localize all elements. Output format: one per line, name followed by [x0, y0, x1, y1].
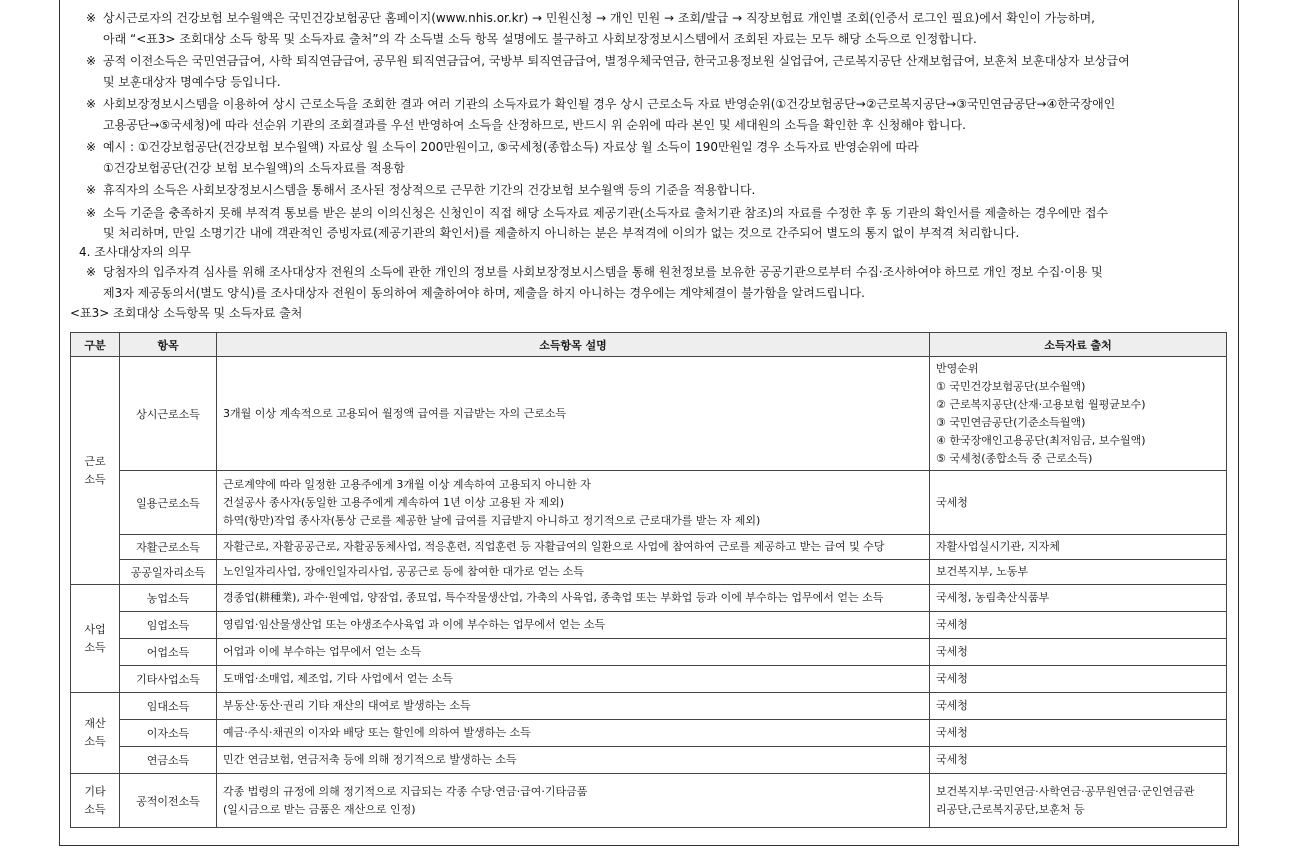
item-cell: 어업소득 [120, 639, 217, 666]
note-consent [86, 262, 1236, 303]
table-caption: <표3> 조회대상 소득항목 및 소득자료 출처 [70, 306, 303, 320]
description-cell [217, 774, 930, 828]
description-line: 근로계약에 따라 일정한 고용주에게 3개월 이상 계속하여 고용되지 아니한 자 [223, 477, 591, 491]
description-cell [217, 639, 930, 666]
source-line: ③ 국민연금공단(기준소득월액) [936, 415, 1086, 429]
source-cell [930, 639, 1227, 666]
notes-top [86, 8, 1236, 246]
description-cell [217, 747, 930, 774]
source-cell [930, 612, 1227, 639]
item-cell: 공공일자리소득 [120, 560, 217, 585]
note-line: 사회보장정보시스템을 이용하여 상시 근로소득을 조회한 결과 여러 기관의 소득자료가 확인될 경우 상시 근로소득 자료 반영순위(①건강보험공단→②근로복지공단→③국민연금공단→④한국장애인 [103, 97, 1116, 111]
table-header-row [71, 333, 1227, 357]
description-line: 영림업·임산물생산업 또는 야생조수사육업 과 이에 부수하는 업무에서 얻는 소득 [223, 618, 606, 631]
category-line: 소득 [84, 640, 106, 654]
source-line: 반영순위 [936, 361, 979, 375]
description-cell [217, 693, 930, 720]
category-line: 사업 [84, 622, 106, 636]
description-cell [217, 357, 930, 471]
description-cell [217, 720, 930, 747]
item-cell: 기타사업소득 [120, 666, 217, 693]
note-line: 아래 “<표3> 조회대상 소득 항목 및 소득자료 출처”의 각 소득별 소득 항목 설명에도 불구하고 사회보장정보시스템에서 조회된 자료는 모두 해당 소득으로 인정합니다. [103, 31, 977, 46]
item-cell: 연금소득 [120, 747, 217, 774]
table-row [71, 612, 1227, 639]
source-cell [930, 774, 1227, 828]
description-line: 각종 법령의 규정에 의해 정기적으로 지급되는 각종 수당·연금·급여·기타금품 [223, 784, 588, 798]
source-line: ④ 한국장애인고용공단(최저임금, 보수월액) [936, 433, 1146, 447]
description-line: 경종업(耕種業), 과수·원예업, 양잠업, 종묘업, 특수작물생산업, 가축의 사육업, 종축업 또는 부화업 등과 이에 부수하는 업무에서 얻는 소득 [223, 591, 884, 604]
source-line: 리공단,근로복지공단,보훈처 등 [936, 802, 1085, 816]
description-line: 3개월 이상 계속적으로 고용되어 월정액 급여를 지급받는 자의 근로소득 [223, 406, 567, 420]
description-cell [217, 560, 930, 585]
source-cell [930, 666, 1227, 693]
income-table [70, 332, 1227, 828]
note-public-transfer [86, 51, 1236, 92]
category-cell [71, 693, 120, 774]
table-row [71, 560, 1227, 585]
note-line: 공적 이전소득은 국민연금급여, 사학 퇴직연금급여, 공무원 퇴직연금급여, 국방부 퇴직연금급여, 별정우체국연금, 한국고용정보원 실업급여, 근로복지공단 산재보험급여, 보훈처 보훈대상자 보상급여 [103, 54, 1130, 68]
description-line: 도매업·소매업, 제조업, 기타 사업에서 얻는 소득 [223, 672, 453, 685]
note-objection [86, 203, 1236, 244]
item-cell: 상시근로소득 [120, 357, 217, 471]
header-item: 항목 [120, 333, 217, 357]
note-insurance-salary [86, 8, 1236, 49]
source-line: ① 국민건강보험공단(보수월액) [936, 379, 1086, 393]
source-cell [930, 693, 1227, 720]
description-line: 건설공사 종사자(동일한 고용주에게 계속하여 1년 이상 고용된 자 제외) [223, 495, 565, 509]
note-line: 당첨자의 입주자격 심사를 위해 조사대상자 전원의 소득에 관한 개인의 정보를 사회보장정보시스템을 통해 원천정보를 보유한 공공기관으로부터 수집·조사하여야 하므로 개인 정보 수집·이용 및 [103, 265, 1103, 279]
category-line: 소득 [84, 802, 106, 816]
header-category: 구분 [71, 333, 120, 357]
description-cell [217, 471, 930, 535]
section-title: 4. 조사대상자의 의무 [79, 245, 191, 259]
note-line: 제3자 제공동의서(별도 양식)를 조사대상자 전원이 동의하여 제출하여야 하며, 제출을 하지 아니하는 경우에는 계약체결이 불가함을 알려드립니다. [103, 285, 865, 300]
source-line: ⑤ 국세청(종합소득 중 근로소득) [936, 451, 1093, 465]
note-example [86, 137, 1236, 178]
note-line: 예시 : ①건강보험공단(건강보험 보수월액) 자료상 월 소득이 200만원이고, ⑤국세청(종합소득) 자료상 월 소득이 190만원일 경우 소득자료 반영순위에 따라 [103, 140, 919, 154]
category-line: 기타 [84, 784, 106, 798]
source-line: 국세청 [936, 495, 968, 509]
description-cell [217, 585, 930, 612]
note-mark: ※ [86, 205, 97, 220]
source-line: 국세청 [936, 726, 968, 739]
table-row [71, 639, 1227, 666]
source-line: 보건복지부·국민연금·사학연금·공무원연금·군인연금관 [936, 784, 1195, 798]
source-line: 보건복지부, 노동부 [936, 565, 1029, 578]
item-cell: 임대소득 [120, 693, 217, 720]
note-leave [86, 180, 1236, 201]
table-row [71, 357, 1227, 471]
note-line: ①건강보험공단(건강 보험 보수월액)의 소득자료를 적용함 [103, 160, 405, 175]
source-line: 국세청 [936, 753, 968, 766]
category-cell [71, 357, 120, 585]
item-cell: 임업소득 [120, 612, 217, 639]
table-row [71, 747, 1227, 774]
description-cell [217, 612, 930, 639]
note-line: 휴직자의 소득은 사회보장정보시스템을 통해서 조사된 정상적으로 근무한 기간의 건강보험 보수월액 등의 기준을 적용합니다. [103, 183, 756, 197]
note-line: 상시근로자의 건강보험 보수월액은 국민건강보험공단 홈페이지(www.nhis.or.kr) → 민원신청 → 개인 민원 → 조회/발급 → 직장보험료 개인별 조회(인증서 로그인 필요)에서 확인이 가능하며, [103, 11, 1095, 25]
note-mark: ※ [86, 140, 97, 154]
table-row [71, 666, 1227, 693]
source-cell [930, 471, 1227, 535]
note-line: 및 보훈대상자 명예수당 등입니다. [103, 74, 281, 89]
source-line: ② 근로복지공단(산재·고용보험 월평균보수) [936, 397, 1146, 411]
table-row [71, 693, 1227, 720]
description-line: (일시금으로 받는 금품은 재산으로 인정) [223, 802, 416, 816]
item-cell: 일용근로소득 [120, 471, 217, 535]
source-line: 국세청 [936, 672, 968, 685]
description-cell [217, 666, 930, 693]
category-line: 재산 [84, 717, 106, 730]
table-row [71, 720, 1227, 747]
item-cell: 이자소득 [120, 720, 217, 747]
table-row [71, 774, 1227, 828]
note-line: 고용공단→⑤국세청)에 따라 선순위 기관의 조회결과를 우선 반영하여 소득을 산정하므로, 반드시 위 순위에 따라 본인 및 세대원의 소득을 확인한 후 신청해야 합니다. [103, 117, 966, 132]
notes-section4 [86, 262, 1236, 305]
source-cell [930, 585, 1227, 612]
source-line: 국세청, 농림축산식품부 [936, 591, 1050, 604]
header-description: 소득항목 설명 [217, 333, 930, 357]
note-mark: ※ [86, 11, 97, 25]
source-line: 국세청 [936, 618, 968, 631]
table-row [71, 585, 1227, 612]
category-cell [71, 585, 120, 693]
source-line: 국세청 [936, 699, 968, 712]
note-priority-order [86, 94, 1236, 135]
description-line: 어업과 이에 부수하는 업무에서 얻는 소득 [223, 645, 422, 658]
description-line: 예금·주식·채권의 이자와 배당 또는 할인에 의하여 발생하는 소득 [223, 726, 531, 739]
category-line: 근로 [84, 454, 106, 468]
description-cell [217, 535, 930, 560]
item-cell: 자활근로소득 [120, 535, 217, 560]
source-cell [930, 560, 1227, 585]
note-line: 소득 기준을 충족하지 못해 부적격 통보를 받은 분의 이의신청은 신청인이 직접 해당 소득자료 제공기관(소득자료 출처기관 참조)의 자료를 수정한 후 동 기관의 확인서를 제출하는 경우에만 접수 [103, 205, 1109, 220]
source-cell [930, 747, 1227, 774]
description-line: 부동산·동산·권리 기타 재산의 대여로 발생하는 소득 [223, 699, 471, 712]
category-cell [71, 774, 120, 828]
note-mark: ※ [86, 54, 97, 68]
source-cell [930, 720, 1227, 747]
source-cell [930, 357, 1227, 471]
note-mark: ※ [86, 97, 97, 111]
category-line: 소득 [84, 472, 106, 486]
note-mark: ※ [86, 183, 97, 197]
description-line: 하역(항만)작업 종사자(통상 근로를 제공한 날에 급여를 지급받지 아니하고 정기적으로 근로대가를 받는 자 제외) [223, 513, 761, 527]
source-line: 자활사업실시기관, 지자체 [936, 540, 1060, 553]
table-row [71, 471, 1227, 535]
source-line: 국세청 [936, 645, 968, 658]
note-mark: ※ [86, 265, 97, 279]
note-line: 및 처리하며, 만일 소명기간 내에 객관적인 증빙자료(제공기관의 확인서)를 제출하지 아니하는 분은 부적격에 이의가 없는 것으로 간주되어 별도의 통지 없이 부적격 처리합니다. [103, 226, 1020, 240]
description-line: 민간 연금보험, 연금저축 등에 의해 정기적으로 발생하는 소득 [223, 753, 517, 766]
item-cell: 공적이전소득 [120, 774, 217, 828]
description-line: 자활근로, 자활공공근로, 자활공동체사업, 적응훈련, 직업훈련 등 자활급여의 일환으로 사업에 참여하여 근로를 제공하고 받는 급여 및 수당 [223, 540, 885, 553]
source-cell [930, 535, 1227, 560]
category-line: 소득 [84, 735, 106, 748]
header-source: 소득자료 출처 [930, 333, 1227, 357]
item-cell: 농업소득 [120, 585, 217, 612]
table-row [71, 535, 1227, 560]
description-line: 노인일자리사업, 장애인일자리사업, 공공근로 등에 참여한 대가로 얻는 소득 [223, 565, 584, 578]
